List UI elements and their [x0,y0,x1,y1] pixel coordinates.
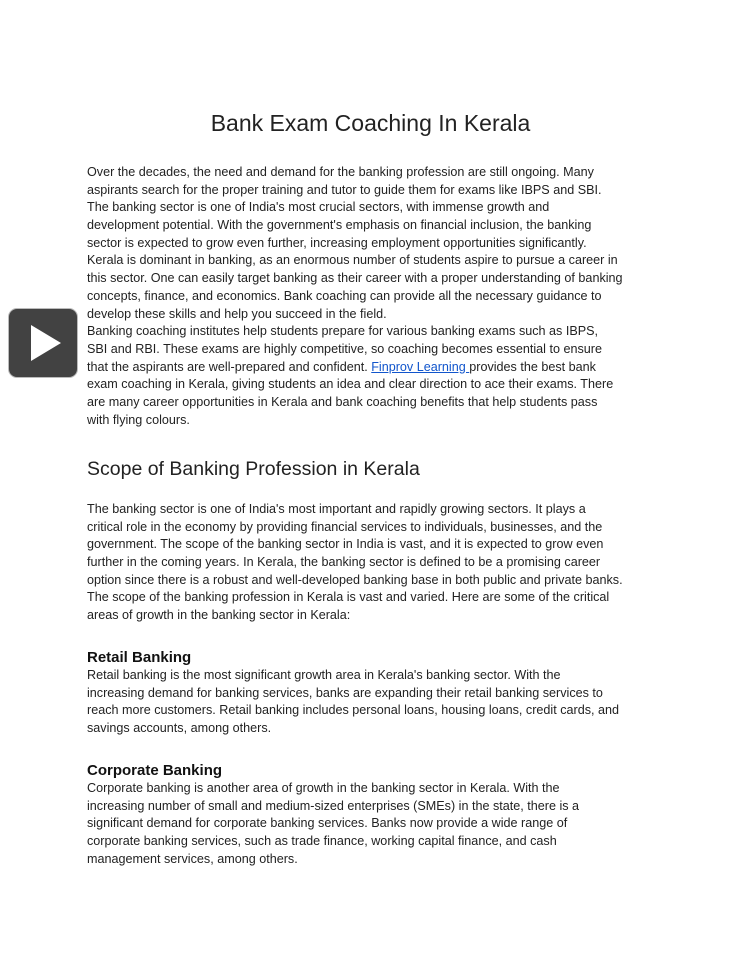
text-line: significant demand for corporate banking services. Banks now provide a wide range of [87,816,568,831]
text-line: aspirants search for the proper training and tutor to guide them for exams like IBPS and SBI. [87,182,602,197]
text-line: Corporate banking is another area of growth in the banking sector in Kerala. With the [87,781,560,795]
text-line: increasing number of small and medium-sized enterprises (SMEs) in the state, there is a [87,798,580,813]
text-line: corporate banking services, such as trade finance, working capital finance, and cash [87,834,557,849]
text: that the aspirants are well-prepared and confident. [87,359,372,374]
text-line: Over the decades, the need and demand for the banking profession are still ongoing. Many [87,165,594,179]
text-line: Kerala is dominant in banking, as an enormous number of students aspire to pursue a career in [87,253,618,268]
corporate-banking-heading: Corporate Banking [87,762,223,779]
play-button[interactable] [8,308,78,378]
intro-link-line [87,359,667,377]
text-line: with flying colours. [87,412,190,427]
text-line: The banking sector is one of India's most important and rapidly growing sectors. It plays a [87,502,586,516]
intro-paragraph [87,164,667,429]
text-line: reach more customers. Retail banking includes personal loans, housing loans, credit cards, and [87,703,620,718]
scope-heading: Scope of Banking Profession in Kerala [87,458,420,480]
text-line: exam coaching in Kerala, giving students an idea and clear direction to ace their exams. There [87,377,614,392]
play-icon [31,325,61,361]
retail-banking-heading: Retail Banking [87,649,192,666]
text-line: management services, among others. [87,851,298,866]
text-line: this sector. One can easily target banking as their career with a proper understanding of banking [87,271,623,286]
text-line: development potential. With the government's emphasis on financial inclusion, the banking [87,218,592,233]
text-line: concepts, finance, and economics. Bank coaching can provide all the necessary guidance to [87,288,602,303]
text-line: Banking coaching institutes help students prepare for various banking exams such as IBPS, [87,324,599,339]
text-line: sector is expected to grow even further, increasing employment opportunities significantly. [87,235,587,250]
text-line: are many career opportunities in Kerala and bank coaching benefits that help students pass [87,394,598,409]
text-line: further in the coming years. In Kerala, the banking sector is defined to be a promising career [87,555,601,570]
text: provides the best bank [469,359,596,374]
text-line: SBI and RBI. These exams are highly competitive, so coaching becomes essential to ensure [87,341,602,356]
text-line: savings accounts, among others. [87,721,272,736]
text-line: option since there is a robust and well-developed banking base in both public and private banks. [87,572,623,587]
finprov-learning-link[interactable]: Finprov Learning [371,359,470,374]
text-line: develop these skills and help you succeed in the field. [87,306,387,321]
text-line: The banking sector is one of India's most crucial sectors, with immense growth and [87,200,550,215]
scope-paragraph [87,501,667,625]
retail-paragraph [87,667,667,738]
text-line: Retail banking is the most significant growth area in Kerala's banking sector. With the [87,668,561,682]
corporate-paragraph [87,780,667,868]
text-line: The scope of the banking profession in Kerala is vast and varied. Here are some of the critical [87,590,610,605]
page-title: Bank Exam Coaching In Kerala [210,110,531,136]
text-line: increasing demand for banking services, banks are expanding their retail banking services to [87,685,603,700]
text-line: government. The scope of the banking sector in India is vast, and it is expected to grow even [87,537,604,552]
text-line: areas of growth in the banking sector in Kerala: [87,608,351,623]
text-line: critical role in the economy by providing financial services to individuals, businesses, and the [87,519,603,534]
